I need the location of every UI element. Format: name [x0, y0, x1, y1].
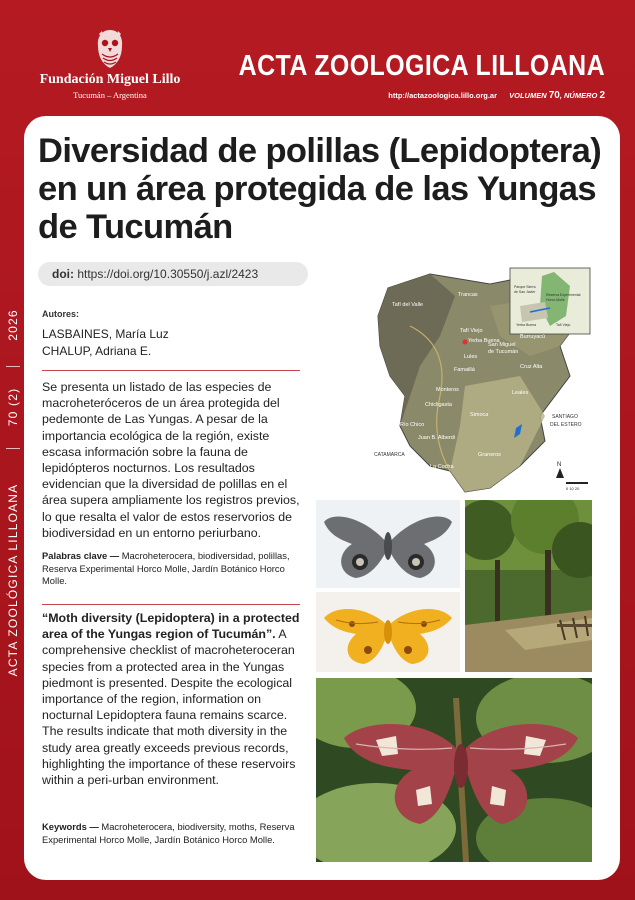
divider-rule — [42, 604, 300, 605]
svg-text:San Miguel: San Miguel — [488, 342, 516, 348]
doi-pill[interactable] — [38, 262, 308, 286]
volume-number: 70 — [548, 90, 560, 101]
side-journal: ACTA ZOOLÓGICA LILLOANA — [6, 483, 20, 677]
svg-text:de Tucumán: de Tucumán — [488, 349, 519, 355]
moth-photo-grey — [316, 500, 460, 588]
keywords-en-text: Macroheterocera, biodiversity, moths, Reserva Experimental Horco Molle, Jardín Botánico Horco Molle. — [42, 821, 295, 845]
english-abstract-text: A comprehensive checklist of macroheteroceran species from a protected area in the Yungas piedmont is presented. Despite the ecological importance of the region, information on nocturnal Lepidoptera fauna remains scarce. The results indicate that moth diversity in the study area greatly exceeds previous records, highlighting the importance of these reservoirs within a peri-urban environment. — [42, 627, 296, 788]
issue-number: 2 — [599, 90, 605, 101]
svg-text:Graneros: Graneros — [478, 452, 501, 458]
author-2: CHALUP, Adriana E. — [42, 344, 152, 358]
keywords-en-label: Keywords — — [42, 821, 99, 832]
english-title: “Moth diversity (Lepidoptera) in a protected area of the Yungas region of Tucumán”. — [42, 611, 300, 642]
svg-text:Simoca: Simoca — [470, 412, 489, 418]
doi-label: doi: — [52, 267, 74, 281]
side-year: 2026 — [6, 309, 20, 341]
keywords-english — [42, 821, 304, 846]
svg-text:Yerba Buena: Yerba Buena — [516, 323, 537, 327]
svg-text:Horco Molle: Horco Molle — [546, 298, 565, 302]
svg-text:Río Chico: Río Chico — [400, 422, 425, 428]
keywords-es-text: Macroheterocera, biodiversidad, polillas, Reserva Experimental Horco Molle, Jardín Botánico Horco Molle. — [42, 550, 290, 587]
svg-text:0 10 20: 0 10 20 — [566, 486, 580, 491]
keywords-es-label: Palabras clave — — [42, 550, 120, 561]
foundation-name: Fundación Miguel Lillo — [39, 72, 181, 87]
journal-url[interactable]: http://actazoologica.lillo.org.ar — [388, 91, 498, 100]
side-divider — [6, 366, 20, 367]
svg-text:Lules: Lules — [464, 354, 478, 360]
svg-text:Trancas: Trancas — [458, 292, 478, 298]
svg-text:de San Javier: de San Javier — [514, 290, 536, 294]
abstract-spanish: Se presenta un listado de las especies de macroheteróceros de un área protegida del pedemonte de Las Yungas. A pesar de la importancia ecológica de la región, existe escasa información sobre la fauna de lepidópteros nocturnos. Los resultados evidencian que la diversidad de polillas en el área supera ampliamente los registros previos, lo que resalta el valor de estos reservorios de biodiversidad en un entorno periurbano. — [42, 380, 300, 540]
owl-logo-icon — [93, 28, 127, 70]
author-1: LASBAINES, María Luz — [42, 327, 169, 341]
svg-text:Reserva Experimental: Reserva Experimental — [546, 293, 581, 297]
authors-label: Autores: — [42, 309, 80, 319]
header-meta: http://actazoologica.lillo.org.ar VOLUMEN 70, NÚMERO 2 — [388, 90, 605, 101]
svg-text:Yerba Buena: Yerba Buena — [468, 338, 500, 344]
svg-text:Burruyacú: Burruyacú — [520, 334, 546, 340]
moth-photo-yellow — [316, 592, 460, 672]
svg-text:Parque Sierra: Parque Sierra — [514, 285, 536, 289]
study-area-map — [370, 266, 592, 494]
svg-text:Tafí del Valle: Tafí del Valle — [392, 302, 424, 308]
moth-photo-pink — [316, 678, 592, 862]
svg-text:Famaillá: Famaillá — [454, 367, 475, 373]
foundation-location: Tucumán – Argentina — [73, 90, 147, 100]
svg-text:Leales: Leales — [512, 390, 529, 396]
svg-text:DEL ESTERO: DEL ESTERO — [550, 422, 582, 428]
side-strip — [0, 115, 26, 900]
forest-photo — [465, 500, 592, 672]
svg-text:CATAMARCA: CATAMARCA — [374, 452, 405, 458]
svg-text:Juan B. Alberdi: Juan B. Alberdi — [418, 435, 455, 441]
content-card — [24, 116, 620, 880]
svg-text:N: N — [557, 462, 562, 468]
svg-text:Monteros: Monteros — [436, 387, 459, 393]
svg-text:Chicligasta: Chicligasta — [425, 402, 452, 408]
svg-text:SANTIAGO: SANTIAGO — [552, 414, 578, 420]
abstract-english — [42, 610, 304, 788]
svg-text:Tafí Viejo: Tafí Viejo — [556, 323, 571, 327]
keywords-spanish — [42, 550, 304, 588]
divider-rule — [42, 370, 300, 371]
journal-title: ACTA ZOOLOGICA LILLOANA — [238, 50, 605, 82]
svg-text:Cruz Alta: Cruz Alta — [520, 364, 543, 370]
article-title: Diversidad de polillas (Lepidoptera) en un área protegida de las Yungas de Tucumán — [38, 132, 602, 246]
volume-label: VOLUMEN — [509, 91, 547, 100]
svg-text:Tafí Viejo: Tafí Viejo — [460, 328, 483, 334]
doi-link[interactable]: https://doi.org/10.30550/j.azl/2423 — [77, 267, 259, 281]
foundation-logo — [30, 28, 190, 108]
side-volume-issue: 70 (2) — [6, 387, 20, 427]
svg-text:La Cocha: La Cocha — [430, 464, 454, 470]
side-divider — [6, 448, 20, 449]
issue-label: NÚMERO — [564, 91, 598, 100]
